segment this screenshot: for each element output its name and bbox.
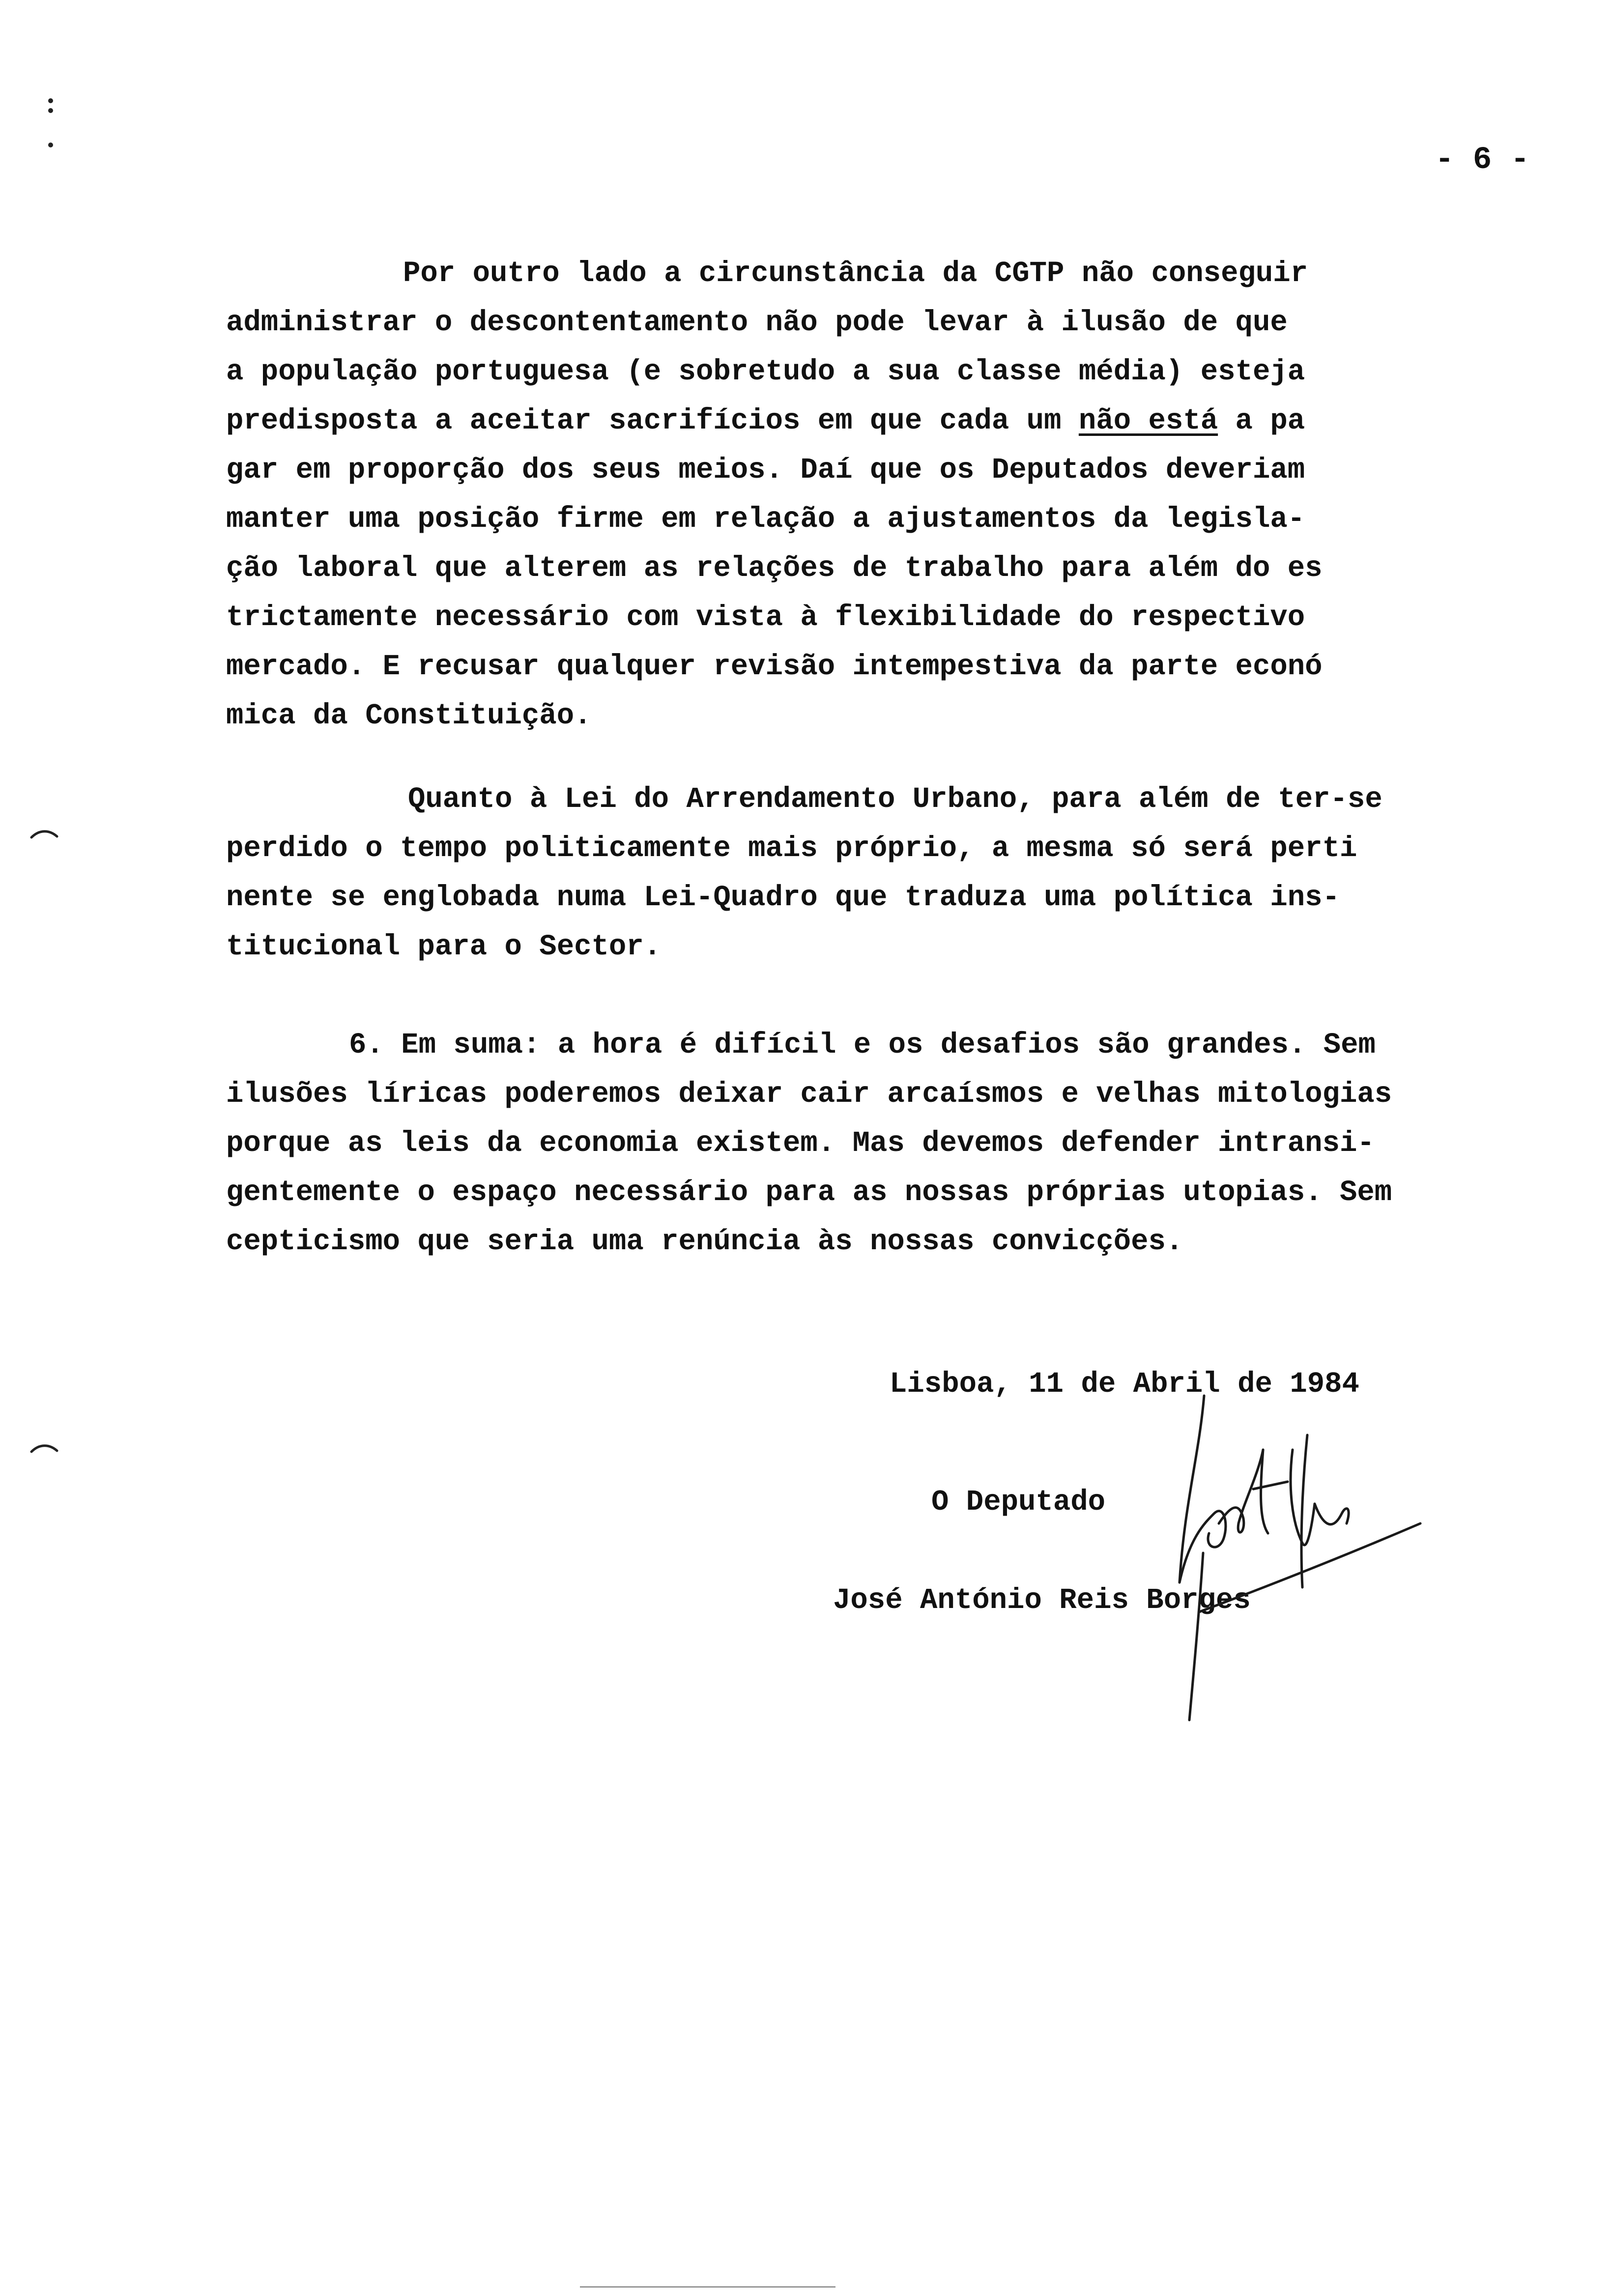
paragraph-line: cepticismo que seria uma renúncia às nossas convicções. [226,1225,1183,1258]
margin-dot [48,98,53,103]
scan-edge-line [580,2286,835,2288]
margin-dot [48,108,53,113]
paragraph-line: perdido o tempo politicamente mais próprio, a mesma só será perti [226,832,1357,865]
signatory-name: José António Reis Borges [833,1584,1251,1617]
paragraph-line: mercado. E recusar qualquer revisão intempestiva da parte econó [226,650,1323,683]
handwritten-signature [1145,1376,1450,1730]
punch-hole-mark [29,1440,59,1455]
paragraph-line: mica da Constituição. [226,699,592,732]
paragraph-line: Quanto à Lei do Arrendamento Urbano, para além de ter-se [408,783,1382,816]
paragraph-line: Por outro lado a circunstância da CGTP não conseguir [403,257,1308,290]
line-text: predisposta a aceitar sacrifícios em que cada um [226,404,1079,437]
paragraph-line: porque as leis da economia existem. Mas devemos defender intransi- [226,1127,1375,1160]
paragraph-line: trictamente necessário com vista à flexibilidade do respectivo [226,601,1305,634]
paragraph-line: gentemente o espaço necessário para as nossas próprias utopias. Sem [226,1176,1392,1209]
paragraph-line: administrar o descontentamento não pode levar à ilusão de que [226,306,1288,339]
signatory-role: O Deputado [931,1486,1106,1519]
place-and-date: Lisboa, 11 de Abril de 1984 [890,1368,1359,1401]
paragraph-line: a população portuguesa (e sobretudo a sua classe média) esteja [226,355,1305,388]
paragraph-line [226,406,1305,435]
paragraph-line: gar em proporção dos seus meios. Daí que os Deputados deveriam [226,454,1305,487]
line-text: a pa [1218,404,1305,437]
paragraph-line: titucional para o Sector. [226,930,662,963]
punch-hole-mark [29,826,59,840]
paragraph-line: nente se englobada numa Lei-Quadro que traduza uma política ins- [226,881,1340,914]
margin-dot [48,143,53,147]
page-number: - 6 - [1435,143,1530,178]
paragraph-line: ilusões líricas poderemos deixar cair arcaísmos e velhas mitologias [226,1078,1392,1111]
paragraph-line: manter uma posição firme em relação a ajustamentos da legisla- [226,503,1305,536]
paragraph-line: 6. Em suma: a hora é difícil e os desafios são grandes. Sem [349,1029,1376,1062]
paragraph-line: ção laboral que alterem as relações de trabalho para além do es [226,552,1323,585]
underlined-emphasis: não está [1078,404,1218,437]
